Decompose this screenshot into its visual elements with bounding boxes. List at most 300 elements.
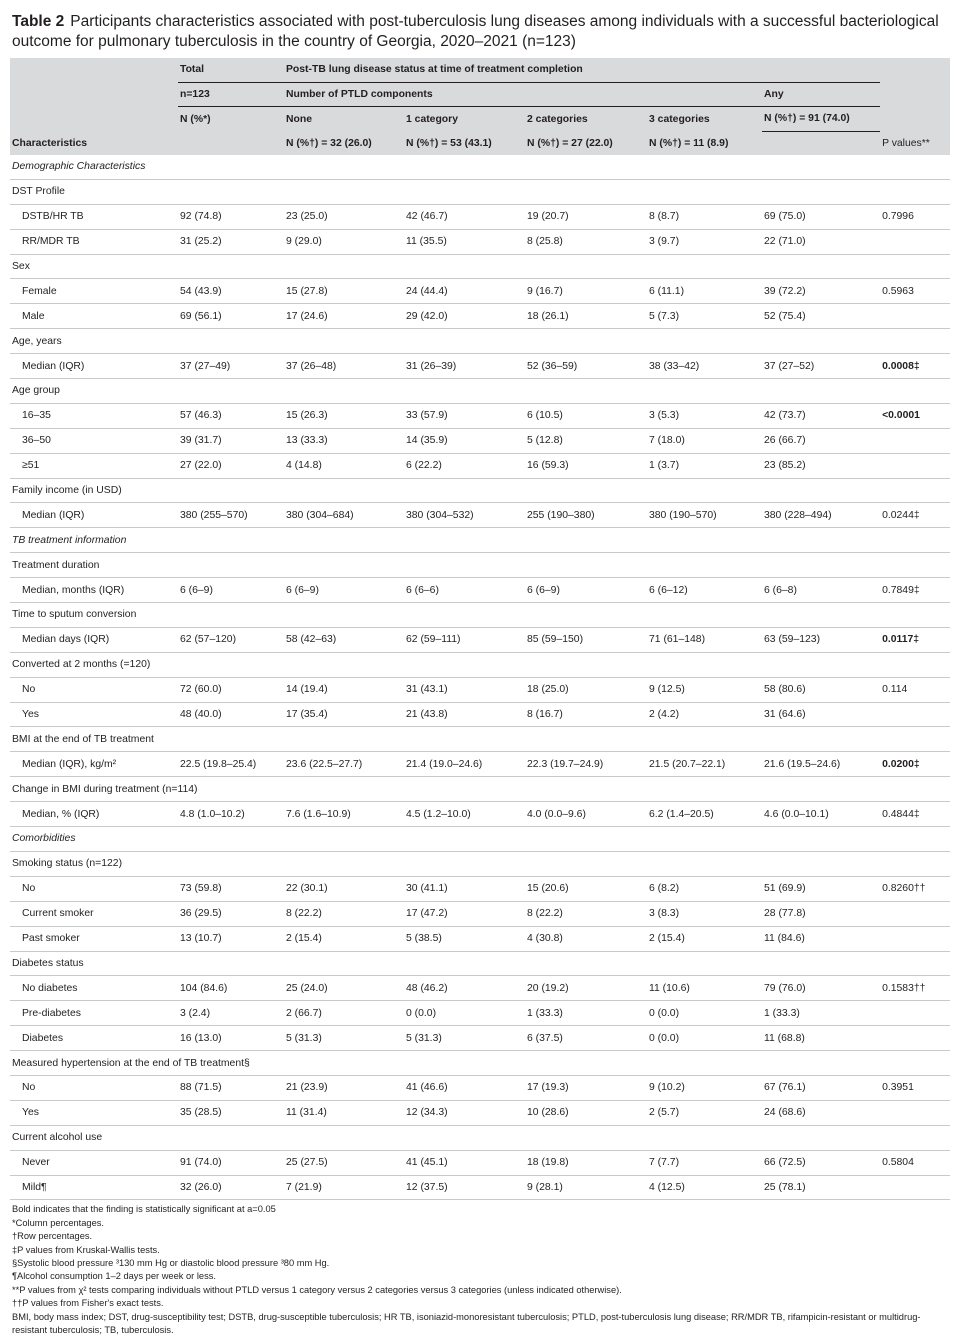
- none-cell: [284, 652, 404, 677]
- two-categories-cell: [525, 179, 647, 204]
- two-categories-cell: 4.0 (0.0–9.6): [525, 802, 647, 827]
- two-categories-cell: [525, 827, 647, 852]
- row-label: Current smoker: [10, 901, 178, 926]
- total-cell: 92 (74.8): [178, 204, 284, 229]
- p-value-cell: [880, 528, 950, 553]
- table-footnotes: [12, 1203, 942, 1337]
- three-categories-cell: [647, 553, 762, 578]
- table-row: [10, 1150, 950, 1175]
- row-label: Past smoker: [10, 926, 178, 951]
- row-label: TB treatment information: [10, 528, 178, 553]
- p-value-cell: 0.8260††: [880, 876, 950, 901]
- none-cell: 23.6 (22.5–27.7): [284, 752, 404, 777]
- row-label: Median, % (IQR): [10, 802, 178, 827]
- table-row: [10, 926, 950, 951]
- header-row-4: [10, 131, 950, 155]
- group-header-row: [10, 329, 950, 354]
- total-cell: [178, 329, 284, 354]
- three-categories-cell: [647, 179, 762, 204]
- one-category-cell: [404, 1125, 525, 1150]
- none-cell: 17 (24.6): [284, 304, 404, 329]
- total-cell: 48 (40.0): [178, 702, 284, 727]
- three-categories-cell: 9 (10.2): [647, 1075, 762, 1100]
- three-categories-cell: 3 (9.7): [647, 229, 762, 254]
- row-label: Time to sputum conversion: [10, 603, 178, 628]
- any-cell: 22 (71.0): [762, 229, 880, 254]
- three-categories-cell: 1 (3.7): [647, 453, 762, 478]
- one-category-cell: 12 (37.5): [404, 1175, 525, 1200]
- one-category-cell: 5 (31.3): [404, 1026, 525, 1051]
- any-cell: [762, 478, 880, 503]
- row-label: Converted at 2 months (=120): [10, 652, 178, 677]
- table-row: [10, 279, 950, 304]
- footnote: ††P values from Fisher's exact tests.: [12, 1298, 164, 1309]
- one-category-cell: 6 (6–6): [404, 578, 525, 603]
- three-categories-cell: 3 (5.3): [647, 403, 762, 428]
- one-category-cell: [404, 254, 525, 279]
- p-value-cell: 0.4844‡: [880, 802, 950, 827]
- any-cell: 51 (69.9): [762, 876, 880, 901]
- table-row: [10, 802, 950, 827]
- none-cell: [284, 329, 404, 354]
- none-cell: [284, 553, 404, 578]
- total-cell: [178, 528, 284, 553]
- none-cell: [284, 179, 404, 204]
- one-category-cell: 6 (22.2): [404, 453, 525, 478]
- one-category-cell: 24 (44.4): [404, 279, 525, 304]
- total-cell: [178, 827, 284, 852]
- row-label: Age group: [10, 379, 178, 404]
- table-row: [10, 627, 950, 652]
- header-total-n: n=123: [178, 82, 284, 107]
- two-categories-cell: 18 (19.8): [525, 1150, 647, 1175]
- two-categories-cell: 255 (190–380): [525, 503, 647, 528]
- footnote: †Row percentages.: [12, 1231, 93, 1242]
- one-category-cell: 14 (35.9): [404, 428, 525, 453]
- none-cell: 22 (30.1): [284, 876, 404, 901]
- any-cell: 6 (6–8): [762, 578, 880, 603]
- none-cell: 58 (42–63): [284, 627, 404, 652]
- three-categories-cell: 21.5 (20.7–22.1): [647, 752, 762, 777]
- none-cell: [284, 851, 404, 876]
- two-categories-cell: [525, 155, 647, 179]
- three-categories-cell: 2 (15.4): [647, 926, 762, 951]
- group-header-row: [10, 603, 950, 628]
- header-total-pct: N (%*): [178, 107, 284, 132]
- table-row: [10, 901, 950, 926]
- three-categories-cell: 11 (10.6): [647, 976, 762, 1001]
- table-row: [10, 304, 950, 329]
- footnote: Bold indicates that the finding is statistically significant at a=0.05: [12, 1204, 276, 1215]
- three-categories-cell: 0 (0.0): [647, 1026, 762, 1051]
- table-row: [10, 1100, 950, 1125]
- p-value-cell: 0.0117‡: [880, 627, 950, 652]
- two-categories-cell: 6 (37.5): [525, 1026, 647, 1051]
- three-categories-cell: [647, 777, 762, 802]
- none-cell: [284, 951, 404, 976]
- total-cell: 13 (10.7): [178, 926, 284, 951]
- header-row-2: [10, 82, 950, 107]
- p-value-cell: [880, 727, 950, 752]
- none-cell: 7 (21.9): [284, 1175, 404, 1200]
- table-row: [10, 752, 950, 777]
- group-header-row: [10, 1125, 950, 1150]
- one-category-cell: 41 (45.1): [404, 1150, 525, 1175]
- p-value-cell: <0.0001: [880, 403, 950, 428]
- total-cell: 54 (43.9): [178, 279, 284, 304]
- any-cell: 21.6 (19.5–24.6): [762, 752, 880, 777]
- one-category-cell: [404, 379, 525, 404]
- none-cell: [284, 254, 404, 279]
- two-categories-cell: [525, 553, 647, 578]
- any-cell: 380 (228–494): [762, 503, 880, 528]
- row-label: Diabetes status: [10, 951, 178, 976]
- three-categories-cell: [647, 254, 762, 279]
- total-cell: 22.5 (19.8–25.4): [178, 752, 284, 777]
- three-categories-cell: 6 (11.1): [647, 279, 762, 304]
- none-cell: 2 (66.7): [284, 1001, 404, 1026]
- p-value-cell: [880, 155, 950, 179]
- table-row: [10, 677, 950, 702]
- total-cell: 31 (25.2): [178, 229, 284, 254]
- none-cell: 25 (24.0): [284, 976, 404, 1001]
- three-categories-cell: [647, 851, 762, 876]
- p-value-cell: [880, 926, 950, 951]
- any-cell: 28 (77.8): [762, 901, 880, 926]
- row-label: Age, years: [10, 329, 178, 354]
- none-cell: 11 (31.4): [284, 1100, 404, 1125]
- one-category-cell: [404, 851, 525, 876]
- group-header-row: [10, 951, 950, 976]
- none-cell: [284, 1125, 404, 1150]
- row-label: 16–35: [10, 403, 178, 428]
- two-categories-cell: 10 (28.6): [525, 1100, 647, 1125]
- p-value-cell: [880, 1051, 950, 1076]
- two-categories-cell: [525, 727, 647, 752]
- footnote: **P values from χ² tests comparing individuals without PTLD versus 1 category versus 2 categories versus 3 categories (unless indicated otherwise).: [12, 1284, 622, 1295]
- two-categories-cell: 9 (28.1): [525, 1175, 647, 1200]
- header-one-category: 1 category: [404, 107, 525, 132]
- two-categories-cell: 6 (10.5): [525, 403, 647, 428]
- p-value-cell: [880, 304, 950, 329]
- three-categories-cell: 2 (4.2): [647, 702, 762, 727]
- row-label: Female: [10, 279, 178, 304]
- header-one-n: N (%†) = 53 (43.1): [404, 131, 525, 155]
- one-category-cell: 30 (41.1): [404, 876, 525, 901]
- two-categories-cell: 15 (20.6): [525, 876, 647, 901]
- header-two-categories: 2 categories: [525, 107, 647, 132]
- total-cell: 35 (28.5): [178, 1100, 284, 1125]
- row-label: Diabetes: [10, 1026, 178, 1051]
- two-categories-cell: 6 (6–9): [525, 578, 647, 603]
- two-categories-cell: 8 (16.7): [525, 702, 647, 727]
- footnote: ‡P values from Kruskal-Wallis tests.: [12, 1244, 160, 1255]
- total-cell: 36 (29.5): [178, 901, 284, 926]
- two-categories-cell: 1 (33.3): [525, 1001, 647, 1026]
- none-cell: 5 (31.3): [284, 1026, 404, 1051]
- any-cell: 11 (68.8): [762, 1026, 880, 1051]
- one-category-cell: [404, 777, 525, 802]
- two-categories-cell: [525, 379, 647, 404]
- total-cell: [178, 951, 284, 976]
- one-category-cell: 29 (42.0): [404, 304, 525, 329]
- one-category-cell: 31 (43.1): [404, 677, 525, 702]
- two-categories-cell: 8 (25.8): [525, 229, 647, 254]
- section-header-row: [10, 155, 950, 179]
- three-categories-cell: [647, 951, 762, 976]
- total-cell: [178, 379, 284, 404]
- one-category-cell: [404, 179, 525, 204]
- total-cell: [178, 155, 284, 179]
- group-header-row: [10, 254, 950, 279]
- two-categories-cell: 52 (36–59): [525, 354, 647, 379]
- any-cell: [762, 1125, 880, 1150]
- p-value-cell: [880, 229, 950, 254]
- one-category-cell: 17 (47.2): [404, 901, 525, 926]
- none-cell: 21 (23.9): [284, 1075, 404, 1100]
- three-categories-cell: 71 (61–148): [647, 627, 762, 652]
- header-ptld-components: Number of PTLD components: [284, 82, 762, 107]
- row-label: Measured hypertension at the end of TB treatment§: [10, 1051, 178, 1076]
- any-cell: [762, 777, 880, 802]
- any-cell: [762, 528, 880, 553]
- two-categories-cell: 17 (19.3): [525, 1075, 647, 1100]
- any-cell: 11 (84.6): [762, 926, 880, 951]
- total-cell: 62 (57–120): [178, 627, 284, 652]
- one-category-cell: [404, 652, 525, 677]
- three-categories-cell: [647, 379, 762, 404]
- two-categories-cell: 18 (25.0): [525, 677, 647, 702]
- three-categories-cell: [647, 1125, 762, 1150]
- row-label: Median (IQR): [10, 503, 178, 528]
- none-cell: 15 (27.8): [284, 279, 404, 304]
- table-figure: [10, 12, 950, 1337]
- any-cell: [762, 827, 880, 852]
- row-label: Sex: [10, 254, 178, 279]
- row-label: DST Profile: [10, 179, 178, 204]
- section-header-row: [10, 528, 950, 553]
- two-categories-cell: 22.3 (19.7–24.9): [525, 752, 647, 777]
- one-category-cell: 31 (26–39): [404, 354, 525, 379]
- table-row: [10, 428, 950, 453]
- any-cell: [762, 329, 880, 354]
- row-label: No: [10, 677, 178, 702]
- footnote: §Systolic blood pressure ³130 mm Hg or diastolic blood pressure ³80 mm Hg.: [12, 1258, 330, 1269]
- total-cell: [178, 553, 284, 578]
- two-categories-cell: 85 (59–150): [525, 627, 647, 652]
- group-header-row: [10, 179, 950, 204]
- none-cell: [284, 528, 404, 553]
- p-value-cell: 0.7996: [880, 204, 950, 229]
- total-cell: 27 (22.0): [178, 453, 284, 478]
- three-categories-cell: 3 (8.3): [647, 901, 762, 926]
- one-category-cell: [404, 827, 525, 852]
- two-categories-cell: [525, 329, 647, 354]
- total-cell: 72 (60.0): [178, 677, 284, 702]
- any-cell: 66 (72.5): [762, 1150, 880, 1175]
- group-header-row: [10, 1051, 950, 1076]
- row-label: Median (IQR), kg/m²: [10, 752, 178, 777]
- p-value-cell: [880, 553, 950, 578]
- none-cell: 380 (304–684): [284, 503, 404, 528]
- any-cell: [762, 553, 880, 578]
- p-value-cell: [880, 428, 950, 453]
- row-label: Male: [10, 304, 178, 329]
- footnote: BMI, body mass index; DST, drug-susceptibility test; DSTB, drug-susceptible tuberculosis; HR TB, isoniazid-monoresistant tuberculosis; PTLD, post-tuberculosis lung disease; RR/MDR TB, rifampicin-resistant or multidrug-resistant tuberculosis; TB, tuberculosis.: [12, 1311, 921, 1336]
- total-cell: 6 (6–9): [178, 578, 284, 603]
- total-cell: 73 (59.8): [178, 876, 284, 901]
- group-header-row: [10, 652, 950, 677]
- none-cell: 2 (15.4): [284, 926, 404, 951]
- group-header-row: [10, 727, 950, 752]
- header-row-3: [10, 107, 950, 132]
- none-cell: 14 (19.4): [284, 677, 404, 702]
- three-categories-cell: 6 (8.2): [647, 876, 762, 901]
- p-value-cell: [880, 851, 950, 876]
- one-category-cell: [404, 1051, 525, 1076]
- one-category-cell: 48 (46.2): [404, 976, 525, 1001]
- any-cell: 24 (68.6): [762, 1100, 880, 1125]
- table-row: [10, 578, 950, 603]
- p-value-cell: 0.1583††: [880, 976, 950, 1001]
- three-categories-cell: [647, 478, 762, 503]
- none-cell: [284, 1051, 404, 1076]
- two-categories-cell: [525, 528, 647, 553]
- p-value-cell: 0.0008‡: [880, 354, 950, 379]
- header-any-n: N (%†) = 91 (74.0): [762, 107, 880, 132]
- none-cell: [284, 827, 404, 852]
- any-cell: 31 (64.6): [762, 702, 880, 727]
- row-label: RR/MDR TB: [10, 229, 178, 254]
- row-label: No: [10, 1075, 178, 1100]
- any-cell: 25 (78.1): [762, 1175, 880, 1200]
- row-label: No: [10, 876, 178, 901]
- none-cell: [284, 478, 404, 503]
- two-categories-cell: 5 (12.8): [525, 428, 647, 453]
- three-categories-cell: [647, 827, 762, 852]
- total-cell: [178, 478, 284, 503]
- header-three-categories: 3 categories: [647, 107, 762, 132]
- header-ptld-status: Post-TB lung disease status at time of treatment completion: [284, 58, 880, 82]
- one-category-cell: 11 (35.5): [404, 229, 525, 254]
- none-cell: [284, 727, 404, 752]
- three-categories-cell: 8 (8.7): [647, 204, 762, 229]
- total-cell: 380 (255–570): [178, 503, 284, 528]
- three-categories-cell: [647, 329, 762, 354]
- p-value-cell: [880, 951, 950, 976]
- row-label: Change in BMI during treatment (n=114): [10, 777, 178, 802]
- three-categories-cell: 6.2 (1.4–20.5): [647, 802, 762, 827]
- table-row: [10, 1175, 950, 1200]
- total-cell: 69 (56.1): [178, 304, 284, 329]
- p-value-cell: 0.5963: [880, 279, 950, 304]
- table-row: [10, 876, 950, 901]
- row-label: ≥51: [10, 453, 178, 478]
- table-row: [10, 1075, 950, 1100]
- any-cell: 63 (59–123): [762, 627, 880, 652]
- header-row-1: [10, 58, 950, 82]
- two-categories-cell: [525, 1051, 647, 1076]
- total-cell: 37 (27–49): [178, 354, 284, 379]
- one-category-cell: 21 (43.8): [404, 702, 525, 727]
- total-cell: 104 (84.6): [178, 976, 284, 1001]
- none-cell: 15 (26.3): [284, 403, 404, 428]
- two-categories-cell: [525, 851, 647, 876]
- row-label: Mild¶: [10, 1175, 178, 1200]
- one-category-cell: 41 (46.6): [404, 1075, 525, 1100]
- table-row: [10, 204, 950, 229]
- two-categories-cell: 9 (16.7): [525, 279, 647, 304]
- none-cell: 37 (26–48): [284, 354, 404, 379]
- one-category-cell: 42 (46.7): [404, 204, 525, 229]
- none-cell: 17 (35.4): [284, 702, 404, 727]
- row-label: Yes: [10, 1100, 178, 1125]
- two-categories-cell: 8 (22.2): [525, 901, 647, 926]
- p-value-cell: [880, 827, 950, 852]
- table-title: [12, 12, 950, 52]
- p-value-cell: [880, 1175, 950, 1200]
- p-value-cell: 0.114: [880, 677, 950, 702]
- row-label: Median (IQR): [10, 354, 178, 379]
- p-value-cell: [880, 1026, 950, 1051]
- total-cell: [178, 179, 284, 204]
- p-value-cell: [880, 1100, 950, 1125]
- p-value-cell: [880, 179, 950, 204]
- none-cell: 4 (14.8): [284, 453, 404, 478]
- p-value-cell: [880, 777, 950, 802]
- p-value-cell: [880, 453, 950, 478]
- p-value-cell: [880, 603, 950, 628]
- total-cell: [178, 727, 284, 752]
- none-cell: 9 (29.0): [284, 229, 404, 254]
- one-category-cell: [404, 329, 525, 354]
- any-cell: 42 (73.7): [762, 403, 880, 428]
- three-categories-cell: [647, 528, 762, 553]
- any-cell: [762, 179, 880, 204]
- two-categories-cell: [525, 951, 647, 976]
- three-categories-cell: 7 (7.7): [647, 1150, 762, 1175]
- p-value-cell: 0.0244‡: [880, 503, 950, 528]
- three-categories-cell: 4 (12.5): [647, 1175, 762, 1200]
- none-cell: 6 (6–9): [284, 578, 404, 603]
- any-cell: [762, 652, 880, 677]
- p-value-cell: 0.7849‡: [880, 578, 950, 603]
- one-category-cell: 5 (38.5): [404, 926, 525, 951]
- any-cell: 1 (33.3): [762, 1001, 880, 1026]
- p-value-cell: [880, 652, 950, 677]
- any-cell: 79 (76.0): [762, 976, 880, 1001]
- any-cell: [762, 727, 880, 752]
- p-value-cell: [880, 478, 950, 503]
- any-cell: 52 (75.4): [762, 304, 880, 329]
- group-header-row: [10, 777, 950, 802]
- total-cell: [178, 603, 284, 628]
- two-categories-cell: 18 (26.1): [525, 304, 647, 329]
- total-cell: 91 (74.0): [178, 1150, 284, 1175]
- header-none-n: N (%†) = 32 (26.0): [284, 131, 404, 155]
- footnote: ¶Alcohol consumption 1–2 days per week or less.: [12, 1271, 216, 1282]
- any-cell: 67 (76.1): [762, 1075, 880, 1100]
- table-caption: Participants characteristics associated with post-tuberculosis lung diseases among individuals with a successful bacteriological outcome for pulmonary tuberculosis in the country of Georgia, 2020–2021 (n=123): [12, 13, 939, 50]
- none-cell: 13 (33.3): [284, 428, 404, 453]
- p-value-cell: 0.3951: [880, 1075, 950, 1100]
- row-label: Yes: [10, 702, 178, 727]
- total-cell: [178, 652, 284, 677]
- p-value-cell: [880, 901, 950, 926]
- three-categories-cell: 6 (6–12): [647, 578, 762, 603]
- header-total: Total: [178, 58, 284, 82]
- any-cell: [762, 951, 880, 976]
